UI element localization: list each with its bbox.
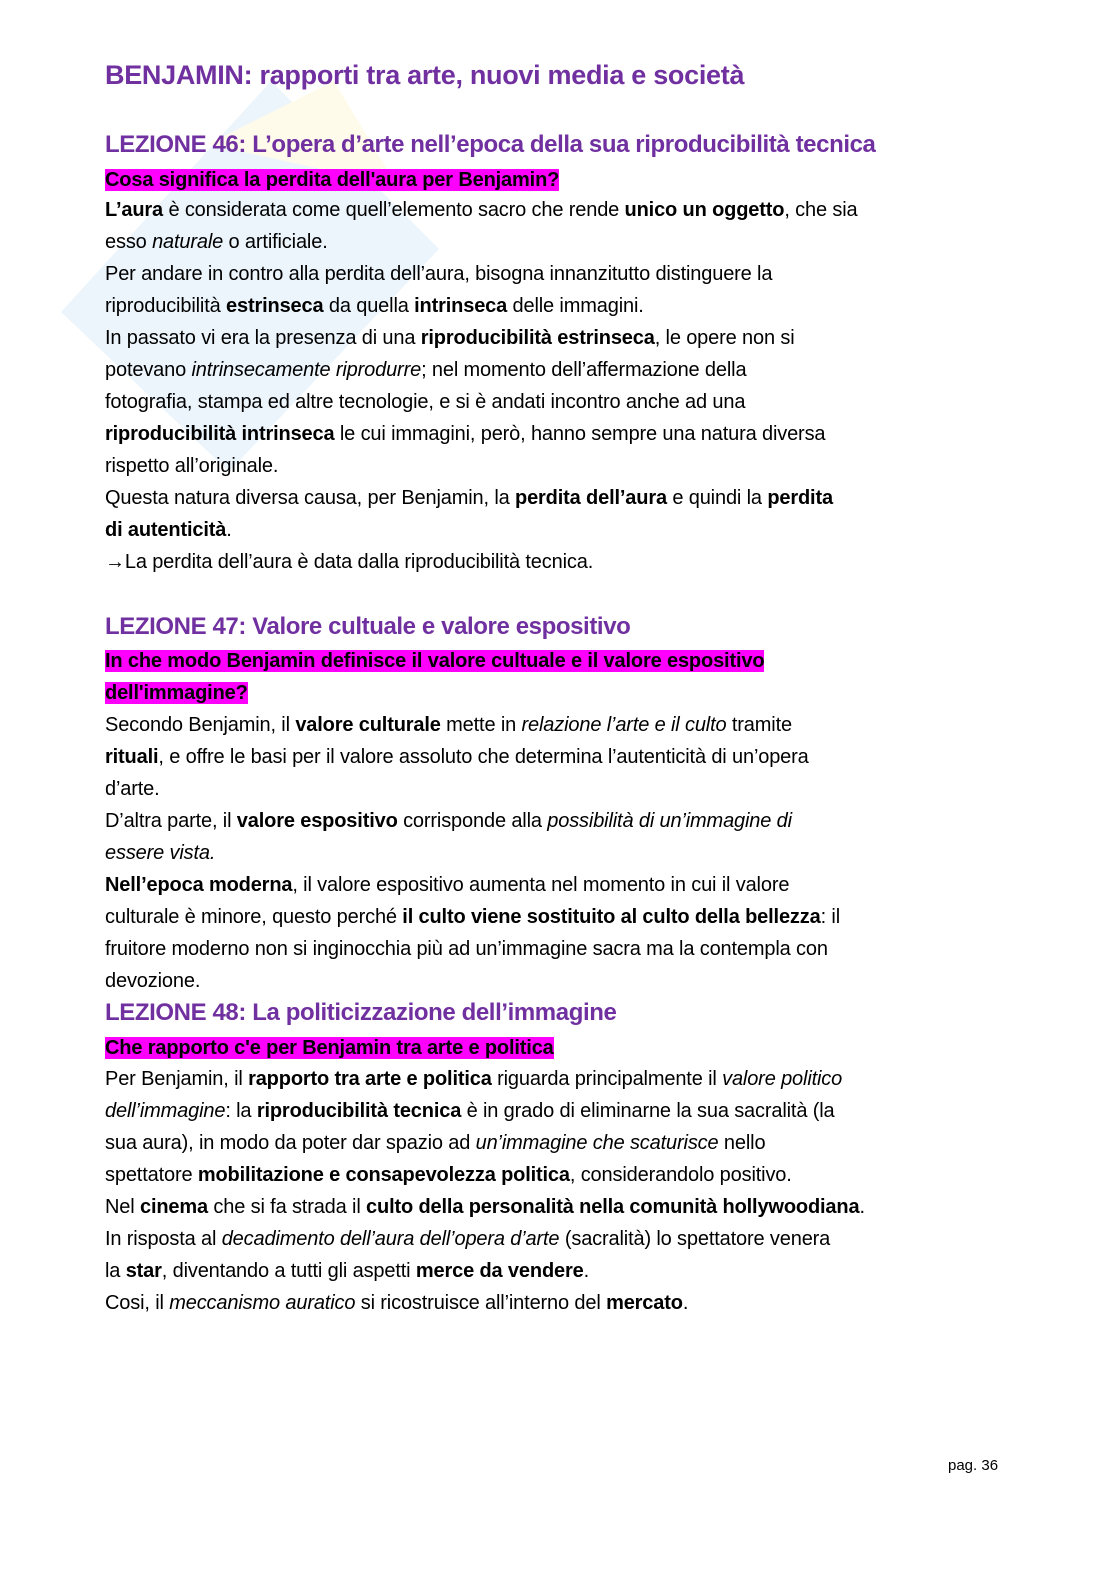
italic-text: dell’immagine (105, 1100, 226, 1122)
text-run: le cui immagini, però, hanno sempre una natura diversa (334, 423, 826, 445)
text-run: nello (718, 1132, 766, 1154)
text-run: In passato vi era la presenza di una (105, 327, 421, 349)
bold-text: valore culturale (295, 714, 441, 736)
italic-text: decadimento dell’aura dell’opera d’arte (221, 1228, 560, 1250)
bold-text: merce da vendere (415, 1260, 584, 1282)
italic-text: intrinsecamente riprodurre (191, 359, 422, 381)
text-run: o artificiale. (223, 231, 328, 253)
text-run: . (859, 1196, 865, 1218)
text-run: fruitore moderno non si inginocchia più ad un’immagine sacra ma la contempla con (105, 938, 828, 960)
text-run: Per Benjamin, il (105, 1068, 249, 1090)
text-run: , e offre le basi per il valore assoluto che determina l’autenticità di un’opera (158, 746, 809, 768)
text-line (105, 418, 857, 450)
bold-text: mobilitazione e consapevolezza politica (197, 1164, 570, 1186)
bold-text: unico un oggetto (624, 199, 785, 221)
text-run: riguarda principalmente il (491, 1068, 723, 1090)
question-line (105, 1032, 554, 1064)
text-run: . (583, 1260, 590, 1282)
italic-text: un’immagine che scaturisce (475, 1132, 719, 1154)
text-run: tramite (726, 714, 792, 736)
text-run: devozione. (105, 970, 201, 992)
lesson-47-heading: LEZIONE 47: Valore cultuale e valore espositivo (105, 613, 631, 640)
text-line (105, 482, 857, 514)
text-run: →La perdita dell’aura è data dalla riproducibilità tecnica. (105, 551, 594, 573)
question-line (105, 645, 764, 677)
text-line (105, 290, 857, 322)
text-run: sua aura), in modo da poter dar spazio ad (105, 1132, 476, 1154)
italic-text: possibilità di un’immagine di (547, 810, 792, 832)
text-run: In risposta al (105, 1228, 222, 1250)
text-run: rispetto all’originale. (105, 455, 279, 477)
text-run: da quella (323, 295, 415, 317)
bold-text: cinema (139, 1196, 208, 1218)
text-line (105, 450, 857, 482)
text-line (105, 1223, 865, 1255)
text-line (105, 709, 840, 741)
text-line (105, 322, 857, 354)
highlighted-question: dell'immagine? (105, 682, 248, 704)
text-line (105, 933, 840, 965)
bold-text: rituali (105, 746, 159, 768)
text-line (105, 194, 857, 226)
bold-text: star (125, 1260, 162, 1282)
text-run: delle immagini. (507, 295, 644, 317)
text-run: fotografia, stampa ed altre tecnologie, e si è andati incontro anche ad una (105, 391, 746, 413)
text-run: potevano (105, 359, 192, 381)
text-run: mette in (440, 714, 522, 736)
text-run: esso (105, 231, 153, 253)
question-line (105, 677, 764, 709)
text-line (105, 1095, 865, 1127)
bold-text: riproducibilità estrinseca (420, 327, 655, 349)
lesson-47-body (105, 709, 840, 997)
lesson-48-body (105, 1063, 865, 1319)
text-line (105, 1063, 865, 1095)
text-run: e quindi la (666, 487, 768, 509)
text-run: si ricostruisce all’interno del (355, 1292, 607, 1314)
lesson-46-body (105, 194, 857, 578)
text-line (105, 1159, 865, 1191)
bold-text: riproducibilità intrinseca (105, 423, 335, 445)
bold-text: estrinseca (226, 295, 324, 317)
lesson-46-question (105, 164, 559, 196)
italic-text: relazione l’arte e il culto (521, 714, 727, 736)
bold-text: intrinseca (414, 295, 508, 317)
text-run: : il (820, 906, 840, 928)
text-line (105, 1287, 865, 1319)
text-run: Questa natura diversa causa, per Benjamin, la (105, 487, 515, 509)
text-run: è considerata come quell’elemento sacro che rende (163, 199, 625, 221)
question-line (105, 164, 559, 196)
text-line (105, 386, 857, 418)
text-run: : la (225, 1100, 257, 1122)
text-run: Per andare in contro alla perdita dell’aura, bisogna innanzitutto distinguere la (105, 263, 773, 285)
text-run: che si fa strada il (208, 1196, 367, 1218)
bold-text: perdita dell’aura (515, 487, 667, 509)
text-run: Cosi, il (105, 1292, 170, 1314)
text-run: riproducibilità (105, 295, 226, 317)
bold-text: Nell’epoca moderna (105, 874, 293, 896)
lesson-48-question (105, 1032, 554, 1064)
text-run: spettatore (105, 1164, 198, 1186)
bold-text: di autenticità (105, 519, 227, 541)
text-run: (sacralità) lo spettatore venera (559, 1228, 831, 1250)
text-line (105, 1255, 865, 1287)
highlighted-question: Che rapporto c'e per Benjamin tra arte e politica (105, 1037, 554, 1059)
bold-text: valore espositivo (236, 810, 398, 832)
text-run: , il valore espositivo aumenta nel momento in cui il valore (292, 874, 790, 896)
text-run: è in grado di eliminarne la sua sacralità (la (461, 1100, 835, 1122)
text-line (105, 869, 840, 901)
highlighted-question: Cosa significa la perdita dell'aura per Benjamin? (105, 169, 560, 191)
text-line (105, 226, 857, 258)
text-run: corrisponde alla (397, 810, 548, 832)
text-line (105, 741, 840, 773)
text-line (105, 965, 840, 997)
text-run: Nel (105, 1196, 140, 1218)
lesson-47-question (105, 645, 764, 709)
text-run: culturale è minore, questo perché (105, 906, 403, 928)
page-title: BENJAMIN: rapporti tra arte, nuovi media e società (105, 60, 745, 90)
text-line (105, 805, 840, 837)
text-run: , diventando a tutti gli aspetti (161, 1260, 416, 1282)
bold-text: L’aura (105, 199, 164, 221)
text-run: ; nel momento dell’affermazione della (421, 359, 747, 381)
bold-text: perdita (767, 487, 833, 509)
text-line (105, 546, 857, 578)
text-line (105, 837, 840, 869)
text-line (105, 1191, 865, 1223)
text-run: , considerandolo positivo. (569, 1164, 792, 1186)
text-run: , le opere non si (654, 327, 795, 349)
text-line (105, 901, 840, 933)
italic-text: naturale (152, 231, 224, 253)
bold-text: il culto viene sostituito al culto della bellezza (402, 906, 821, 928)
text-run: la (105, 1260, 126, 1282)
italic-text: meccanismo auratico (169, 1292, 356, 1314)
text-run: d’arte. (105, 778, 160, 800)
text-run: D’altra parte, il (105, 810, 237, 832)
lesson-48-heading: LEZIONE 48: La politicizzazione dell’immagine (105, 999, 617, 1026)
text-line (105, 773, 840, 805)
italic-text: essere vista. (105, 842, 216, 864)
text-run: Secondo Benjamin, il (105, 714, 296, 736)
text-line (105, 258, 857, 290)
text-line (105, 1127, 865, 1159)
text-run: . (682, 1292, 689, 1314)
italic-text: valore politico (722, 1068, 843, 1090)
bold-text: rapporto tra arte e politica (248, 1068, 492, 1090)
page-number: pag. 36 (948, 1457, 999, 1474)
bold-text: riproducibilità tecnica (256, 1100, 462, 1122)
text-run: . (226, 519, 232, 541)
highlighted-question: In che modo Benjamin definisce il valore cultuale e il valore espositivo (105, 650, 765, 672)
text-line (105, 354, 857, 386)
text-line (105, 514, 857, 546)
text-run: , che sia (784, 199, 858, 221)
lesson-46-heading: LEZIONE 46: L’opera d’arte nell’epoca della sua riproducibilità tecnica (105, 131, 876, 158)
bold-text: culto della personalità nella comunità hollywoodiana (366, 1196, 860, 1218)
bold-text: mercato (606, 1292, 683, 1314)
